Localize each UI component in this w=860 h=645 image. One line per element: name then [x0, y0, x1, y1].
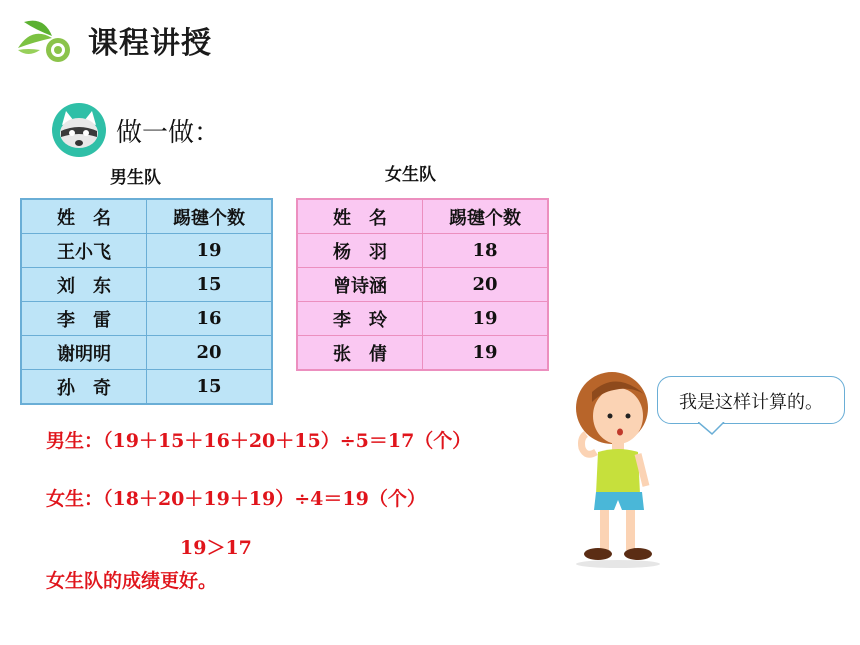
- player-name: 张 倩: [297, 336, 423, 371]
- boys-team-caption: 男生队: [110, 168, 161, 188]
- table-row: [297, 336, 548, 371]
- player-name: 曾诗涵: [297, 268, 423, 302]
- section-title: 做一做：: [116, 118, 221, 148]
- column-header-name: 姓 名: [21, 199, 147, 234]
- comparison: 19＞17: [180, 537, 252, 559]
- speech-bubble-tail: [698, 422, 728, 436]
- kick-count: 20: [147, 336, 273, 370]
- page-title: 课程讲授: [88, 26, 212, 61]
- player-name: 谢明明: [21, 336, 147, 370]
- table-row: [21, 370, 272, 405]
- kick-count: 20: [423, 268, 549, 302]
- kick-count: 19: [423, 336, 549, 371]
- table-row: [297, 302, 548, 336]
- player-name: 李 玲: [297, 302, 423, 336]
- leaf-logo-icon: [12, 12, 74, 68]
- girls-score-table: [296, 198, 549, 371]
- table-header-row: [21, 199, 272, 234]
- table-row: [21, 268, 272, 302]
- girls-team-caption: 女生队: [385, 165, 436, 185]
- raccoon-icon: [52, 103, 106, 157]
- kick-count: 19: [147, 234, 273, 268]
- conclusion: 女生队的成绩更好。: [46, 570, 218, 592]
- kick-count: 15: [147, 268, 273, 302]
- table-row: [297, 234, 548, 268]
- column-header-name: 姓 名: [297, 199, 423, 234]
- column-header-count: 踢毽个数: [423, 199, 549, 234]
- boys-score-table: [20, 198, 273, 405]
- table-header-row: [297, 199, 548, 234]
- table-row: [21, 336, 272, 370]
- kick-count: 18: [423, 234, 549, 268]
- girls-average-formula: 女生：（18＋20＋19＋19）÷4＝19（个）: [46, 488, 426, 510]
- speech-bubble: [657, 376, 845, 424]
- kick-count: 19: [423, 302, 549, 336]
- speech-text: 我是这样计算的。: [679, 392, 823, 413]
- kick-count: 15: [147, 370, 273, 405]
- player-name: 李 雷: [21, 302, 147, 336]
- player-name: 刘 东: [21, 268, 147, 302]
- column-header-count: 踢毽个数: [147, 199, 273, 234]
- player-name: 孙 奇: [21, 370, 147, 405]
- player-name: 杨 羽: [297, 234, 423, 268]
- table-row: [21, 234, 272, 268]
- boys-average-formula: 男生：（19＋15＋16＋20＋15）÷5＝17（个）: [46, 430, 472, 452]
- kick-count: 16: [147, 302, 273, 336]
- table-row: [297, 268, 548, 302]
- girl-illustration: [560, 368, 670, 570]
- player-name: 王小飞: [21, 234, 147, 268]
- table-row: [21, 302, 272, 336]
